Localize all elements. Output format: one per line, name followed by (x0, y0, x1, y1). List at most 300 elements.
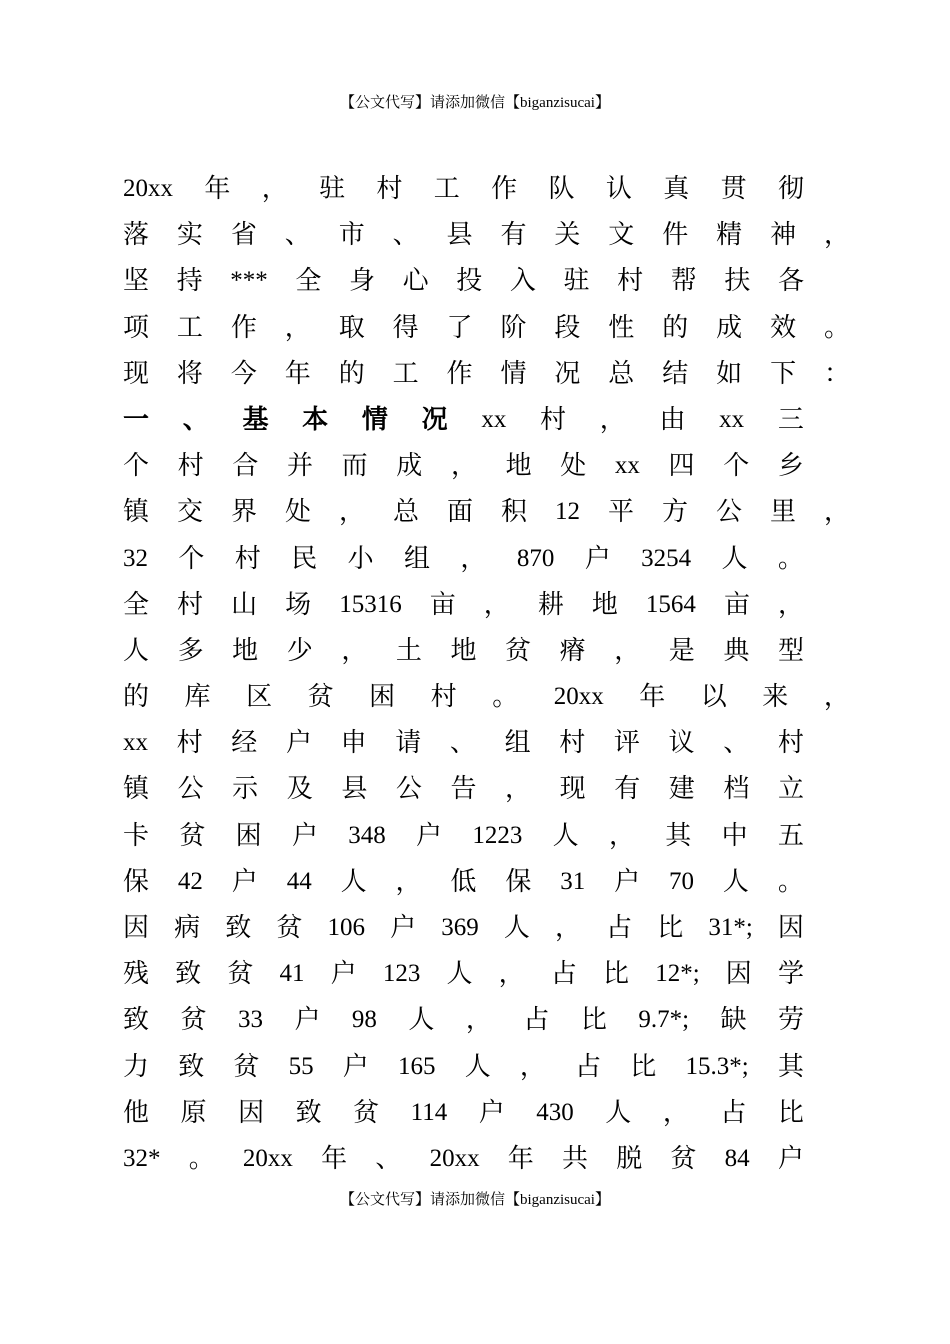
text-token: 结 (662, 358, 689, 389)
text-token: 卡 (123, 820, 150, 851)
text-token: 户 (478, 1097, 505, 1128)
text-token: 贫 (505, 635, 532, 666)
text-token: ， (662, 1097, 689, 1128)
text-token: 地 (591, 589, 618, 620)
text-token: 公 (177, 774, 204, 805)
text-token: 。 (777, 543, 804, 574)
text-token: 各 (777, 266, 804, 297)
text-token: 村 (234, 543, 261, 574)
text-token: 。 (777, 866, 804, 897)
text-token: 成 (396, 451, 423, 482)
text-token: 阶 (500, 312, 527, 343)
text-token: 的 (338, 358, 365, 389)
text-token: 、 (375, 1143, 402, 1174)
text-token: 贫 (233, 1051, 260, 1082)
text-token: 困 (235, 820, 262, 851)
text-token: 情 (361, 404, 388, 435)
text-token: 年 (639, 682, 666, 713)
text-token: 、 (182, 404, 209, 435)
text-token: 成 (716, 312, 743, 343)
text-line (123, 536, 804, 582)
text-token: 3254 (641, 544, 692, 572)
text-line (123, 628, 804, 674)
text-token: 贫 (180, 1005, 207, 1036)
text-line (123, 951, 804, 997)
text-token: 全 (123, 589, 150, 620)
text-token: 人 (605, 1097, 632, 1128)
text-token: 369 (441, 914, 479, 941)
text-token: 及 (286, 774, 313, 805)
text-token: 、 (392, 220, 419, 251)
text-token: 是 (668, 635, 695, 666)
text-token: 保 (123, 866, 150, 897)
text-token: 面 (447, 497, 474, 528)
text-token: 困 (369, 682, 396, 713)
text-token: 114 (410, 1098, 448, 1126)
text-token: 民 (291, 543, 318, 574)
text-token: 因 (123, 913, 150, 943)
text-token: 年 (321, 1143, 348, 1174)
text-token: 段 (554, 312, 581, 343)
text-token: 、 (723, 728, 750, 759)
text-token: ， (554, 913, 581, 943)
text-token: 彻 (777, 174, 804, 204)
text-token: 村 (177, 451, 204, 482)
text-token: 123 (382, 960, 421, 988)
text-line (123, 166, 804, 212)
text-token: 本 (302, 404, 329, 435)
text-token: 贫 (670, 1143, 697, 1174)
text-token: 驻 (319, 174, 346, 204)
text-token: 况 (554, 358, 581, 389)
text-token: 42 (177, 867, 203, 895)
text-token: 55 (288, 1052, 314, 1080)
text-token: 亩 (429, 589, 456, 620)
text-line (123, 397, 804, 443)
text-token: 原 (180, 1097, 207, 1128)
text-token: 人 (503, 913, 530, 943)
text-line (123, 859, 804, 905)
text-token: 、 (284, 220, 311, 251)
text-line (123, 351, 850, 397)
text-token: 心 (402, 266, 429, 297)
text-token: 9.7*; (638, 1006, 690, 1034)
text-token: 致 (225, 913, 252, 943)
text-token: 村 (617, 266, 644, 297)
text-token: ， (450, 451, 477, 482)
text-token: ： (823, 358, 850, 389)
text-token: 比 (657, 913, 684, 943)
text-token: 致 (123, 1005, 150, 1036)
text-token: ， (460, 543, 487, 574)
text-token: 870 (516, 544, 555, 572)
text-token: 人 (721, 543, 748, 574)
text-token: 真 (663, 174, 690, 204)
text-token: ， (261, 174, 288, 204)
text-token: 认 (605, 174, 632, 204)
text-token: 得 (392, 312, 419, 343)
text-token: 区 (246, 682, 273, 713)
text-token: ， (823, 497, 850, 528)
text-token: 建 (668, 774, 695, 805)
text-token: 户 (390, 913, 417, 943)
text-token: 、 (449, 728, 476, 759)
text-token: 。 (823, 312, 850, 343)
text-token: 1223 (472, 821, 523, 849)
text-token: 组 (504, 728, 531, 759)
text-line (123, 1136, 804, 1182)
text-line (123, 582, 804, 628)
text-token: 项 (123, 312, 150, 343)
text-token: 村 (176, 728, 203, 759)
text-token: 户 (231, 866, 258, 897)
text-token: ， (519, 1051, 546, 1082)
text-token: 里 (769, 497, 796, 528)
text-token: 乡 (777, 451, 804, 482)
text-token: 五 (777, 820, 804, 851)
text-token: 残 (123, 959, 150, 990)
text-token: 比 (630, 1051, 657, 1082)
text-token: 比 (603, 959, 630, 990)
text-token: 106 (327, 914, 365, 941)
text-token: 县 (341, 774, 368, 805)
text-token: 库 (184, 682, 211, 713)
text-token: 32* (123, 1144, 161, 1172)
text-token: 身 (348, 266, 375, 297)
text-token: 人 (722, 866, 749, 897)
text-token: ， (823, 220, 850, 251)
text-token: 少 (286, 635, 313, 666)
text-token: 33 (237, 1006, 263, 1034)
text-token: 将 (176, 358, 203, 389)
text-line (123, 1044, 804, 1090)
text-token: 情 (500, 358, 527, 389)
text-token: 持 (176, 266, 203, 297)
text-token: 户 (285, 728, 312, 759)
text-token: 现 (559, 774, 586, 805)
text-token: 户 (294, 1005, 321, 1036)
text-token: 瘠 (559, 635, 586, 666)
text-token: 31*; (708, 914, 753, 941)
text-token: 中 (721, 820, 748, 851)
text-token: 其 (665, 820, 692, 851)
text-token: 典 (723, 635, 750, 666)
text-token: 由 (659, 404, 686, 435)
text-token: 12 (555, 498, 580, 526)
text-token: 投 (456, 266, 483, 297)
text-token: 基 (242, 404, 269, 435)
text-token: 落 (123, 220, 150, 251)
text-line (123, 443, 804, 489)
text-token: 四 (668, 451, 695, 482)
text-token: 贯 (720, 174, 747, 204)
text-token: 全 (295, 266, 322, 297)
text-token: 贫 (307, 682, 334, 713)
text-token: 有 (500, 220, 527, 251)
text-token: 人 (464, 1051, 491, 1082)
text-token: 效 (770, 312, 797, 343)
text-token: 有 (614, 774, 641, 805)
text-token: 村 (177, 589, 204, 620)
text-line (123, 1090, 804, 1136)
text-token: 示 (232, 774, 259, 805)
text-token: 一 (123, 404, 150, 435)
text-token: 共 (561, 1143, 588, 1174)
text-token: 场 (285, 589, 312, 620)
text-token: 村 (777, 728, 804, 759)
text-token: 贫 (353, 1097, 380, 1128)
text-token: 15316 (339, 590, 402, 618)
text-token: 三 (777, 404, 804, 435)
text-token: 病 (174, 913, 201, 943)
text-token: 致 (175, 959, 202, 990)
text-token: 他 (123, 1097, 150, 1128)
text-token: xx (123, 729, 148, 757)
page-header-watermark: 【公文代写】请添加微信【biganzisucai】 (340, 95, 610, 111)
text-token: 下 (770, 358, 797, 389)
text-token: 比 (777, 1097, 804, 1128)
text-token: 20xx (242, 1144, 293, 1172)
text-token: 市 (338, 220, 365, 251)
text-token: 的 (123, 682, 150, 713)
text-token: xx (614, 452, 640, 480)
text-token: 人 (552, 820, 579, 851)
text-token: 来 (762, 682, 789, 713)
text-token: 申 (340, 728, 367, 759)
text-token: xx (481, 405, 507, 433)
text-token: 20xx (123, 175, 173, 202)
text-token: 公 (395, 774, 422, 805)
text-token: 况 (421, 404, 448, 435)
text-token: 348 (348, 821, 386, 849)
text-token: 以 (700, 682, 727, 713)
text-token: 而 (341, 451, 368, 482)
text-token: 保 (505, 866, 532, 897)
text-token: 处 (560, 451, 587, 482)
text-token: ， (777, 589, 804, 620)
text-token: 31 (560, 867, 586, 895)
text-token: 镇 (123, 774, 150, 805)
text-token: 户 (342, 1051, 369, 1082)
text-token: 430 (536, 1098, 574, 1126)
text-token: 省 (230, 220, 257, 251)
text-token: 议 (668, 728, 695, 759)
text-token: 41 (279, 960, 305, 988)
text-token: *** (230, 267, 268, 295)
text-token: 占 (523, 1005, 550, 1036)
text-token: 贫 (179, 820, 206, 851)
text-token: 档 (723, 774, 750, 805)
text-token: 积 (501, 497, 528, 528)
text-token: 32 (123, 544, 148, 572)
text-token: 。 (492, 682, 519, 713)
text-token: 占 (575, 1051, 602, 1082)
text-token: 取 (338, 312, 365, 343)
text-token: ， (483, 589, 510, 620)
text-token: 98 (351, 1006, 377, 1034)
text-token: 1564 (645, 590, 696, 618)
text-token: 20xx (553, 683, 604, 711)
text-token: 年 (204, 174, 231, 204)
text-token: 个 (178, 543, 205, 574)
text-token: 个 (723, 451, 750, 482)
text-token: 人 (408, 1005, 435, 1036)
text-token: 小 (347, 543, 374, 574)
text-token: 的 (662, 312, 689, 343)
text-token: 如 (716, 358, 743, 389)
text-token: 人 (446, 959, 473, 990)
text-line (123, 305, 850, 351)
text-token: 界 (231, 497, 258, 528)
text-token: 帮 (670, 266, 697, 297)
text-token: 年 (507, 1143, 534, 1174)
text-token: 村 (430, 682, 457, 713)
text-token: 镇 (123, 497, 150, 528)
text-token: ， (505, 774, 532, 805)
text-token: 村 (540, 404, 567, 435)
text-token: 公 (715, 497, 742, 528)
text-token: 驻 (563, 266, 590, 297)
text-token: 致 (178, 1051, 205, 1082)
text-token: ， (823, 682, 850, 713)
text-token: 165 (398, 1052, 436, 1080)
text-token: 工 (392, 358, 419, 389)
text-token: 户 (614, 866, 641, 897)
text-token: 告 (450, 774, 477, 805)
text-token: 队 (548, 174, 575, 204)
text-token: 实 (176, 220, 203, 251)
text-token: 地 (232, 635, 259, 666)
text-token: ， (339, 497, 366, 528)
text-token: ， (498, 959, 525, 990)
text-token: 户 (291, 820, 318, 851)
text-token: 人 (340, 866, 367, 897)
text-token: 耕 (537, 589, 564, 620)
text-token: 亩 (723, 589, 750, 620)
text-token: 村 (376, 174, 403, 204)
text-token: 现 (123, 358, 150, 389)
text-token: 方 (661, 497, 688, 528)
text-token: 因 (725, 959, 752, 990)
text-token: 今 (230, 358, 257, 389)
text-token: 70 (669, 867, 695, 895)
text-token: 立 (777, 774, 804, 805)
text-line (123, 720, 804, 766)
text-token: 工 (176, 312, 203, 343)
text-token: 劳 (777, 1005, 804, 1036)
text-token: ， (341, 635, 368, 666)
text-token: 其 (777, 1051, 804, 1082)
text-token: 户 (584, 543, 611, 574)
text-token: 件 (662, 220, 689, 251)
text-token: 文 (608, 220, 635, 251)
text-token: 村 (559, 728, 586, 759)
text-token: 占 (720, 1097, 747, 1128)
text-token: 15.3*; (685, 1052, 749, 1080)
text-token: 12*; (655, 960, 700, 988)
text-line (123, 905, 804, 951)
text-token: 总 (393, 497, 420, 528)
document-body (123, 166, 850, 1182)
text-token: 性 (608, 312, 635, 343)
text-token: 了 (446, 312, 473, 343)
text-token: 致 (295, 1097, 322, 1128)
text-token: 神 (770, 220, 797, 251)
text-token: 缺 (720, 1005, 747, 1036)
text-token: 土 (395, 635, 422, 666)
text-token: 工 (433, 174, 460, 204)
text-line (123, 674, 850, 720)
text-token: 户 (330, 959, 357, 990)
page-footer-watermark: 【公文代写】请添加微信【biganzisucai】 (340, 1192, 610, 1208)
text-token: 入 (509, 266, 536, 297)
text-token: 人 (123, 635, 150, 666)
text-token: 精 (716, 220, 743, 251)
text-token: 平 (607, 497, 634, 528)
text-token: ， (465, 1005, 492, 1036)
text-token: 因 (777, 913, 804, 943)
text-token: 因 (238, 1097, 265, 1128)
text-token: 地 (505, 451, 532, 482)
text-line (123, 212, 850, 258)
text-line (123, 997, 804, 1043)
text-token: 扶 (724, 266, 751, 297)
text-token: 评 (613, 728, 640, 759)
text-line (123, 489, 850, 535)
text-token: 贫 (227, 959, 254, 990)
text-token: 占 (606, 913, 633, 943)
text-token: 学 (777, 959, 804, 990)
text-token: 个 (123, 451, 150, 482)
text-line (123, 813, 804, 859)
text-token: 比 (580, 1005, 607, 1036)
text-token: 处 (285, 497, 312, 528)
text-token: 型 (777, 635, 804, 666)
text-token: 年 (284, 358, 311, 389)
text-token: 合 (232, 451, 259, 482)
text-token: 20xx (429, 1144, 480, 1172)
text-token: 并 (286, 451, 313, 482)
text-token: 84 (724, 1144, 750, 1172)
text-token: 交 (177, 497, 204, 528)
text-token: 县 (446, 220, 473, 251)
text-token: 。 (188, 1143, 215, 1174)
text-token: 户 (777, 1143, 804, 1174)
text-token: 组 (404, 543, 431, 574)
text-token: 户 (416, 820, 443, 851)
text-token: 山 (231, 589, 258, 620)
text-token: ， (395, 866, 422, 897)
text-token: 坚 (123, 266, 150, 297)
text-token: 多 (177, 635, 204, 666)
text-token: ， (608, 820, 635, 851)
text-token: 总 (608, 358, 635, 389)
text-line (123, 258, 804, 304)
text-token: 力 (123, 1051, 150, 1082)
text-token: ， (284, 312, 311, 343)
text-token: 44 (286, 867, 312, 895)
text-token: 贫 (276, 913, 303, 943)
text-token: ， (614, 635, 641, 666)
text-token: 作 (446, 358, 473, 389)
text-token: xx (719, 405, 745, 433)
text-token: 请 (395, 728, 422, 759)
text-token: 关 (554, 220, 581, 251)
text-token: 地 (450, 635, 477, 666)
text-token: 占 (550, 959, 577, 990)
text-token: 作 (230, 312, 257, 343)
text-token: 作 (491, 174, 518, 204)
